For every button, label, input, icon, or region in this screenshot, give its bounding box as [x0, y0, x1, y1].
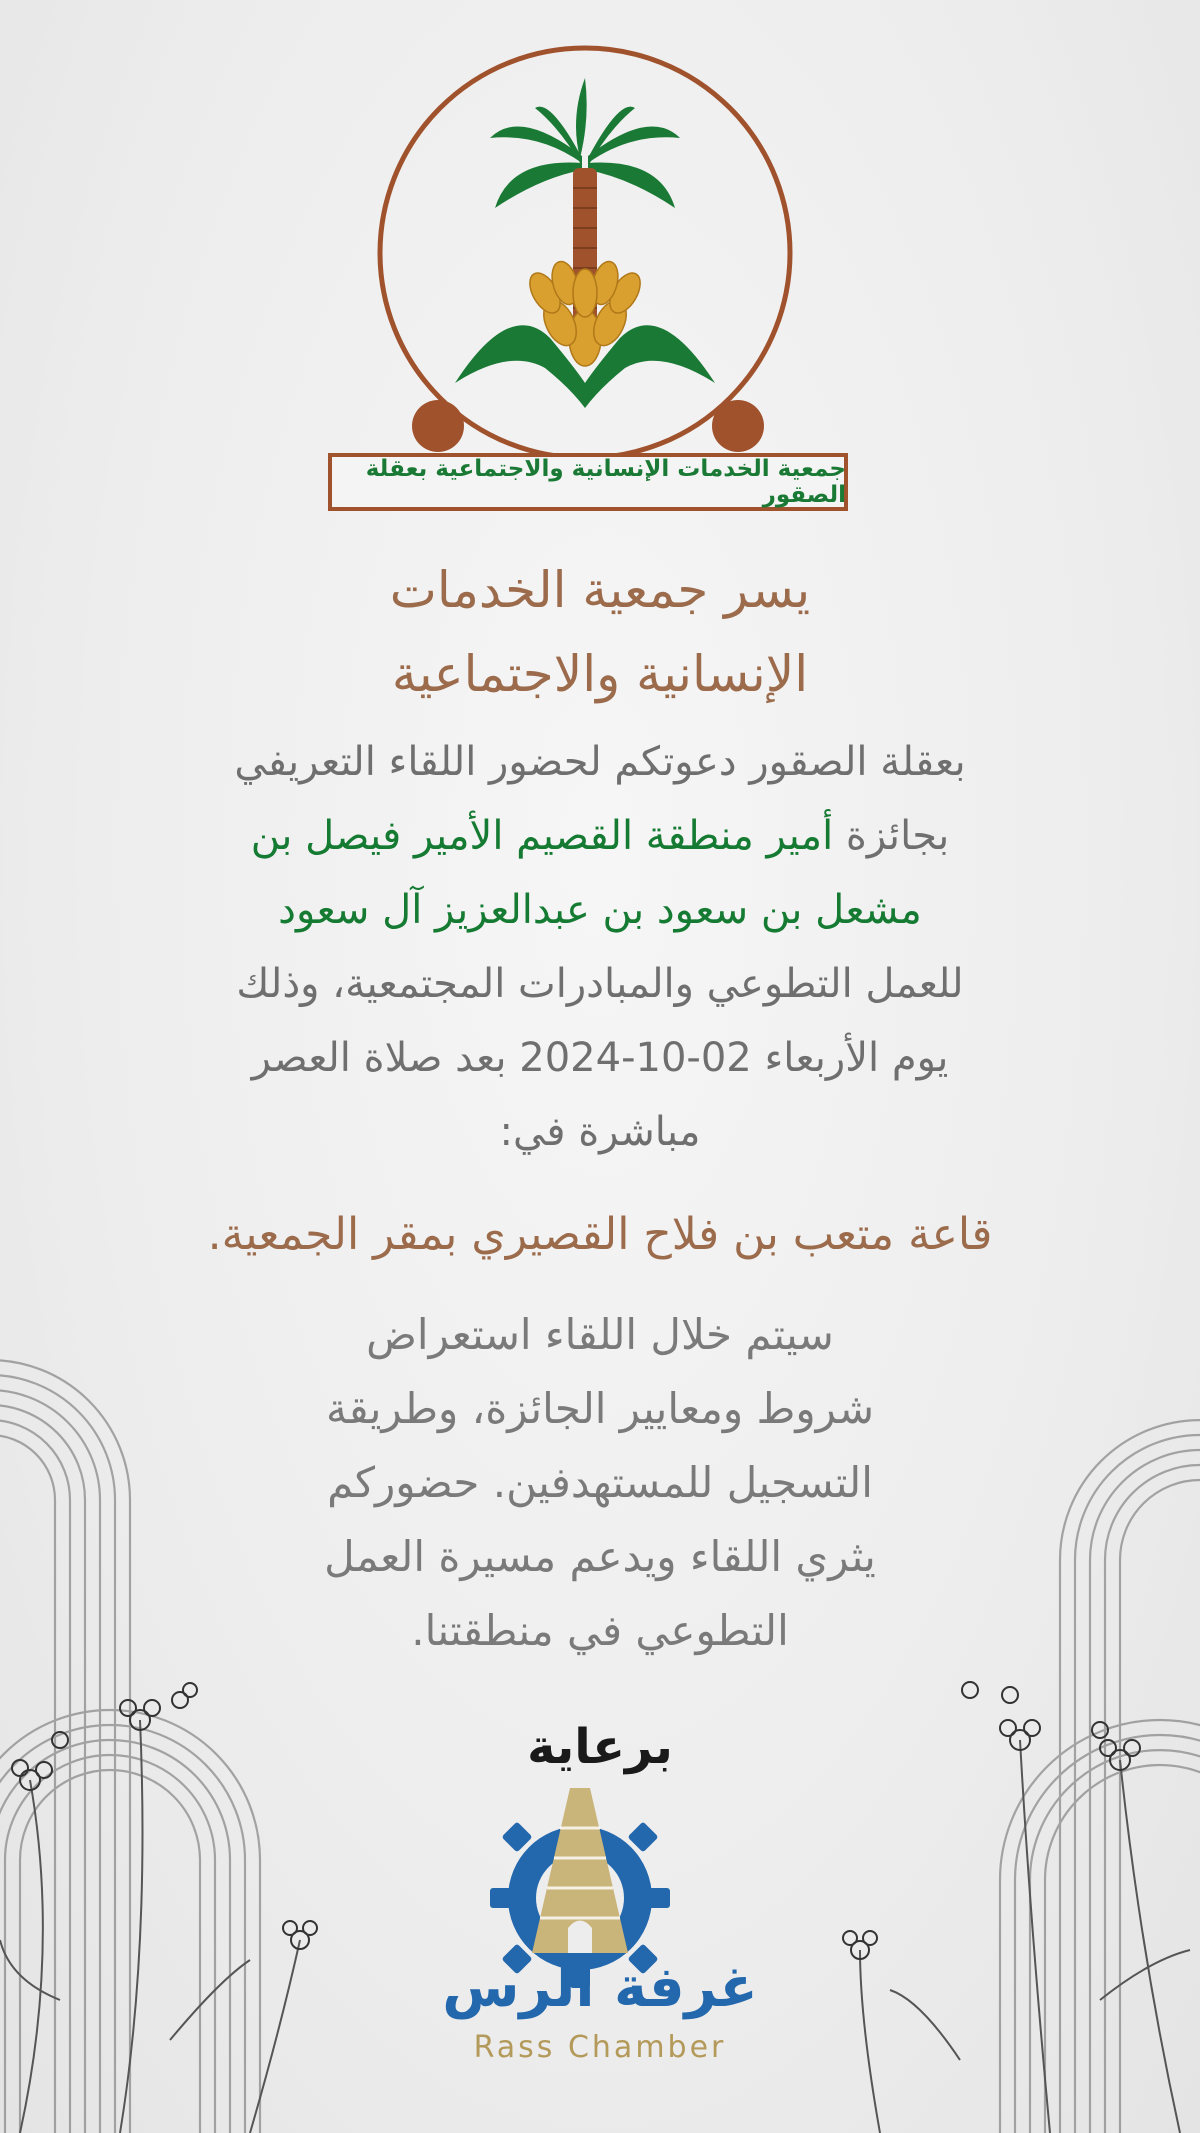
sponsor-label: برعاية [527, 1719, 673, 1775]
invitation-line-2 [80, 799, 1120, 873]
invitation-line-6: مباشرة في: [499, 1109, 701, 1155]
invitation-text [80, 725, 1120, 1169]
details-line-3: التسجيل للمستهدفين. حضوركم [327, 1458, 873, 1507]
sponsor-name-english: Rass Chamber [473, 2030, 727, 2065]
event-date-line: يوم الأربعاء 02-10-2024 بعد صلاة العصر [251, 1035, 949, 1081]
page-title [80, 548, 1120, 716]
venue-text: قاعة متعب بن فلاح القصيري بمقر الجمعية. [207, 1209, 993, 1260]
invitation-line-2-prefix: بجائزة [833, 813, 950, 859]
award-name-highlight-2: مشعل بن سعود بن عبدالعزيز آل سعود [278, 887, 922, 933]
event-details [200, 1298, 1000, 1668]
details-line-2: شروط ومعايير الجائزة، وطريقة [325, 1384, 875, 1433]
sponsor-name-arabic: غرفة الرس [442, 1955, 758, 2020]
award-name-highlight: أمير منطقة القصيم الأمير فيصل بن [250, 813, 834, 859]
details-line-5: التطوعي في منطقتنا. [411, 1606, 789, 1655]
organization-logo [320, 38, 880, 518]
logo-caption: جمعية الخدمات الإنسانية والاجتماعية بعقلة الصقور [365, 456, 846, 508]
title-line-1: يسر جمعية الخدمات [389, 561, 811, 619]
invitation-line-4: للعمل التطوعي والمبادرات المجتمعية، وذلك [236, 961, 964, 1007]
invitation-line-1: بعقلة الصقور دعوتكم لحضور اللقاء التعريفي [234, 739, 966, 785]
title-line-2: الإنسانية والاجتماعية [391, 645, 809, 703]
details-line-4: يثري اللقاء ويدعم مسيرة العمل [324, 1532, 876, 1581]
details-line-1: سيتم خلال اللقاء استعراض [366, 1310, 834, 1359]
